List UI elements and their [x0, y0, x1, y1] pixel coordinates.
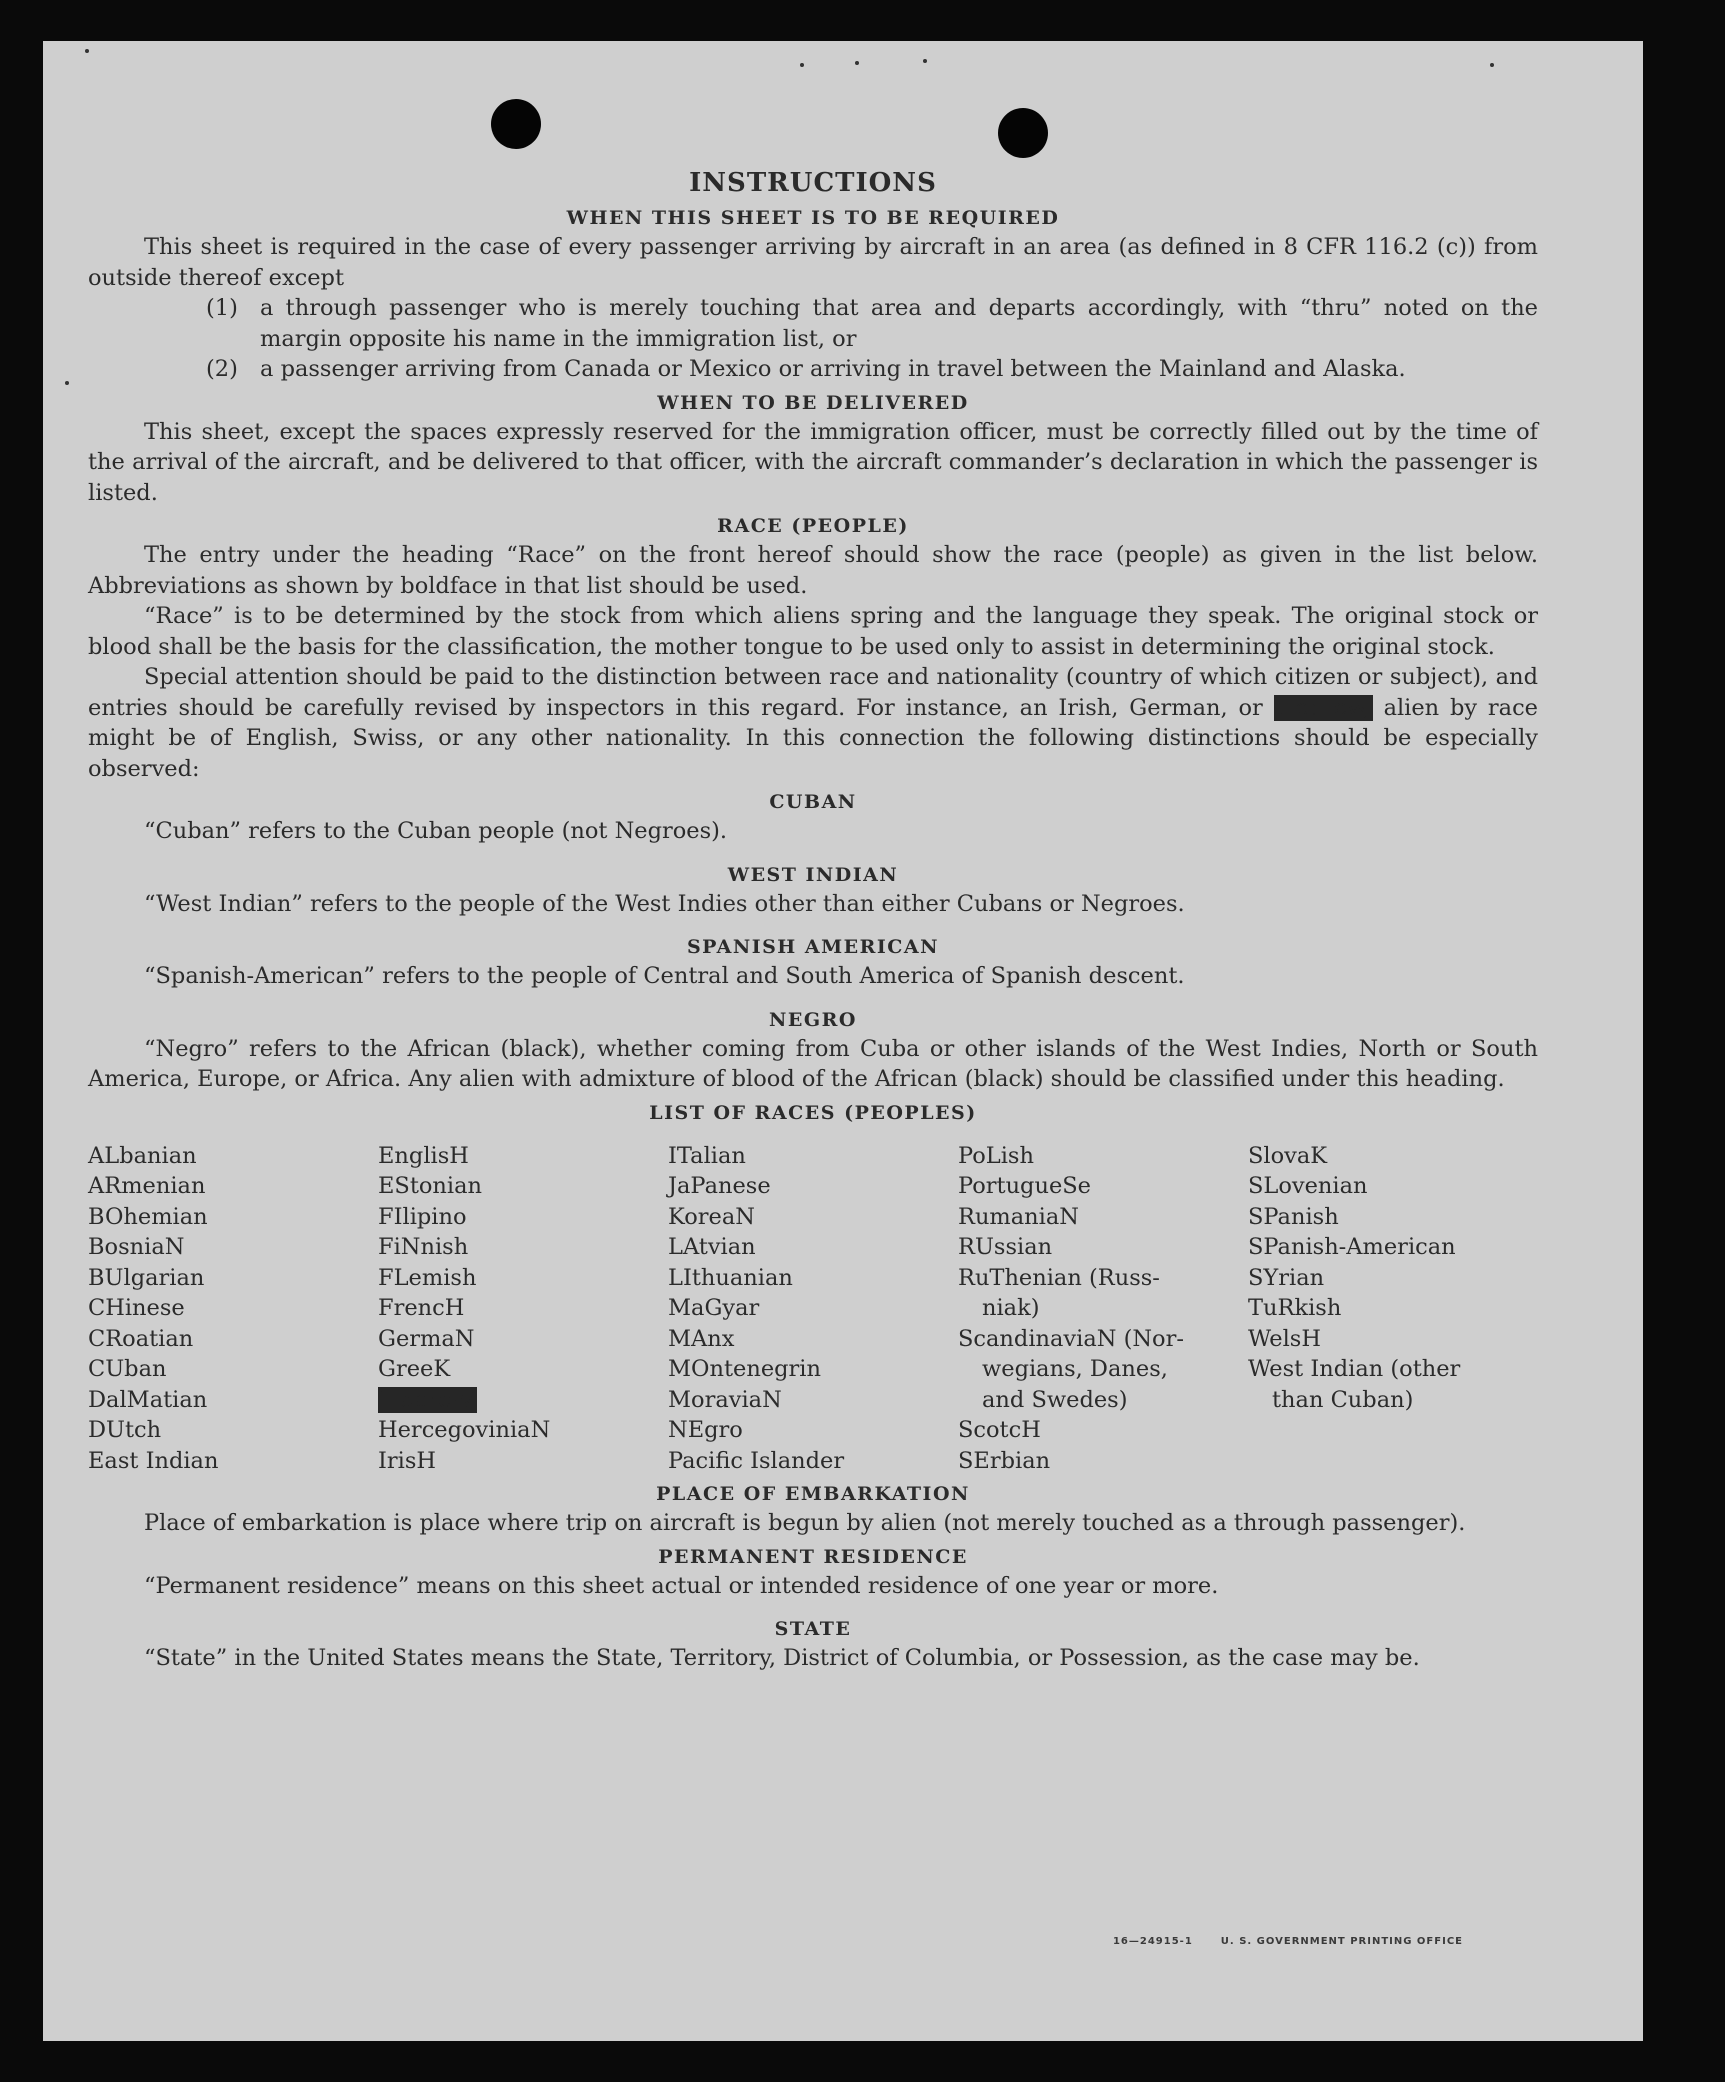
race-entry: PortugueSe [958, 1173, 1092, 1199]
race-entry: HercegoviniaN [378, 1417, 551, 1443]
race-entry: TuRkish [1248, 1295, 1342, 1321]
races-column-2 [378, 1141, 668, 1477]
race-entry: BosniaN [88, 1234, 185, 1260]
races-column-1 [88, 1141, 378, 1477]
redacted-word: Hebrew, [1275, 694, 1371, 721]
speck [85, 49, 89, 53]
race-entry: DalMatian [88, 1386, 208, 1413]
race-entry: WelsH [1248, 1325, 1321, 1352]
race-entry: RuThenian (Russ- [958, 1264, 1160, 1291]
race-entry: ScotcH [958, 1417, 1041, 1443]
race-entry: Pacific Islander [668, 1447, 845, 1474]
page-title: INSTRUCTIONS [689, 168, 937, 198]
race-entry: FIlipino [378, 1203, 467, 1230]
race-paragraph-3b: alien by race might be of English, Swiss, or any other nationality. In this connection the following distinctions should be especially observed: [88, 694, 1538, 782]
race-entry-continued: and Swedes) [982, 1386, 1128, 1413]
race-entry: EnglisH [378, 1142, 469, 1169]
race-entry: FrencH [378, 1295, 465, 1321]
race-entry: GermaN [378, 1325, 475, 1352]
race-entry: RumaniaN [958, 1203, 1079, 1230]
exception-text: a passenger arriving from Canada or Mexico or arriving in travel between the Mainland and Alaska. [260, 356, 1406, 382]
race-entry: East Indian [88, 1447, 219, 1474]
heading-spanish-american: SPANISH AMERICAN [686, 936, 940, 958]
embarkation-text: Place of embarkation is place where trip on aircraft is begun by alien (not merely touched as a through passenger). [144, 1510, 1466, 1536]
race-entry-continued: than Cuban) [1272, 1386, 1414, 1413]
race-entry: RUssian [958, 1234, 1053, 1260]
race-paragraph-3a: Special attention should be paid to the distinction between race and nationality (country of which citizen or subject), and entries should be carefully revised by inspectors in this regard. For instance, an Irish, German, or [88, 664, 1538, 721]
race-entry: FiNnish [378, 1234, 469, 1260]
residence-text: “Permanent residence” means on this sheet actual or intended residence of one year or more. [144, 1572, 1219, 1599]
race-entry: MoraviaN [668, 1386, 782, 1413]
form-number: 16—24915-1 [1112, 1936, 1193, 1947]
exception-text: a through passenger who is merely touching that area and departs accordingly, with “thru” noted on the margin opposite his name in the immigration list, or [260, 295, 1538, 352]
races-column-5 [1248, 1141, 1538, 1477]
race-entry: MAnx [668, 1325, 735, 1352]
instructions-body [88, 166, 1538, 1674]
race-entry: BUlgarian [88, 1264, 205, 1291]
race-entry-continued: wegians, Danes, [982, 1356, 1168, 1382]
race-entry: SYrian [1248, 1264, 1325, 1291]
exception-item [206, 354, 1538, 385]
exception-number: (2) [206, 356, 238, 382]
heading-race: RACE (PEOPLE) [717, 515, 909, 537]
race-entry: EStonian [378, 1173, 483, 1199]
west-indian-text: “West Indian” refers to the people of the West Indies other than either Cubans or Negroes. [144, 890, 1185, 917]
heading-cuban: CUBAN [769, 791, 857, 813]
race-entry: GreeK [378, 1356, 451, 1382]
heading-when-delivered: WHEN TO BE DELIVERED [657, 391, 969, 414]
heading-state: STATE [774, 1618, 852, 1640]
punch-hole [491, 99, 541, 149]
race-entry: ScandinaviaN (Nor- [958, 1325, 1184, 1352]
race-entry: West Indian (other [1248, 1356, 1461, 1382]
race-entry: ALbanian [88, 1142, 197, 1169]
race-entry: BOhemian [88, 1203, 208, 1230]
race-entry: CUban [88, 1356, 167, 1382]
speck [65, 381, 69, 385]
cuban-text: “Cuban” refers to the Cuban people (not Negroes). [144, 818, 728, 844]
race-entry: SlovaK [1248, 1142, 1328, 1169]
exception-item [206, 293, 1538, 354]
race-entry: FLemish [378, 1264, 477, 1291]
heading-place-of-embarkation: PLACE OF EMBARKATION [656, 1483, 970, 1505]
spanish-american-text: “Spanish-American” refers to the people of Central and South America of Spanish descent. [144, 963, 1185, 989]
race-entry-redacted [378, 1385, 668, 1416]
race-paragraph-3 [88, 662, 1538, 784]
race-paragraph-1: The entry under the heading “Race” on the front hereof should show the race (people) as given in the list below. Abbreviations as shown by boldface in that list should be used. [88, 542, 1538, 599]
heading-list-of-races: LIST OF RACES (PEOPLES) [649, 1101, 977, 1124]
state-text: “State” in the United States means the State, Territory, District of Columbia, or Possession, as the case may be. [144, 1645, 1420, 1671]
race-entry: ARmenian [88, 1173, 206, 1199]
punch-hole [998, 108, 1048, 158]
heading-west-indian: WEST INDIAN [727, 863, 899, 886]
races-column-3 [668, 1141, 958, 1477]
race-entry: SPanish-American [1248, 1234, 1456, 1260]
race-paragraph-2: “Race” is to be determined by the stock from which aliens spring and the language they speak. The original stock or blood shall be the basis for the classification, the mother tongue to be used only to assist in determining the original stock. [88, 603, 1538, 660]
race-entry: SErbian [958, 1447, 1051, 1474]
printer-imprint [1085, 1936, 1463, 1947]
required-intro: This sheet is required in the case of every passenger arriving by aircraft in an area (as defined in 8 CFR 116.2 (c)) from outside thereof except [88, 234, 1538, 291]
heading-permanent-residence: PERMANENT RESIDENCE [658, 1545, 968, 1568]
exception-number: (1) [206, 295, 238, 321]
printer-name: U. S. GOVERNMENT PRINTING OFFICE [1220, 1936, 1463, 1947]
races-column-4 [958, 1141, 1248, 1477]
race-entry: JaPanese [668, 1173, 771, 1199]
race-entry: CHinese [88, 1295, 185, 1321]
redacted-word: HebreW [380, 1386, 475, 1413]
races-list [88, 1141, 1538, 1477]
race-entry: DUtch [88, 1417, 162, 1443]
delivered-text: This sheet, except the spaces expressly reserved for the immigration officer, must be correctly filled out by the time of the arrival of the aircraft, and be delivered to that officer, with the aircraft commander’s declaration in which the passenger is listed. [88, 418, 1538, 506]
race-entry-continued: niak) [982, 1295, 1040, 1321]
speck [855, 61, 859, 65]
race-entry: LAtvian [668, 1234, 756, 1260]
race-entry: SPanish [1248, 1203, 1339, 1230]
negro-text: “Negro” refers to the African (black), whether coming from Cuba or other islands of the West Indies, North or South America, Europe, or Africa. Any alien with admixture of blood of the African (black) should be classified under this heading. [88, 1035, 1538, 1092]
race-entry: NEgro [668, 1417, 743, 1443]
race-entry: PoLish [958, 1142, 1034, 1169]
race-entry: MOntenegrin [668, 1356, 821, 1382]
race-entry: KoreaN [668, 1203, 755, 1230]
race-entry: SLovenian [1248, 1173, 1368, 1199]
race-entry: CRoatian [88, 1325, 194, 1352]
race-entry: MaGyar [668, 1295, 760, 1321]
heading-when-required: WHEN THIS SHEET IS TO BE REQUIRED [566, 207, 1060, 229]
race-entry: LIthuanian [668, 1264, 793, 1291]
speck [1490, 63, 1494, 67]
speck [923, 59, 927, 63]
race-entry: ITalian [668, 1142, 746, 1169]
heading-negro: NEGRO [769, 1008, 857, 1031]
document-sheet [43, 41, 1643, 2041]
race-entry: IrisH [378, 1447, 437, 1474]
speck [800, 63, 804, 67]
